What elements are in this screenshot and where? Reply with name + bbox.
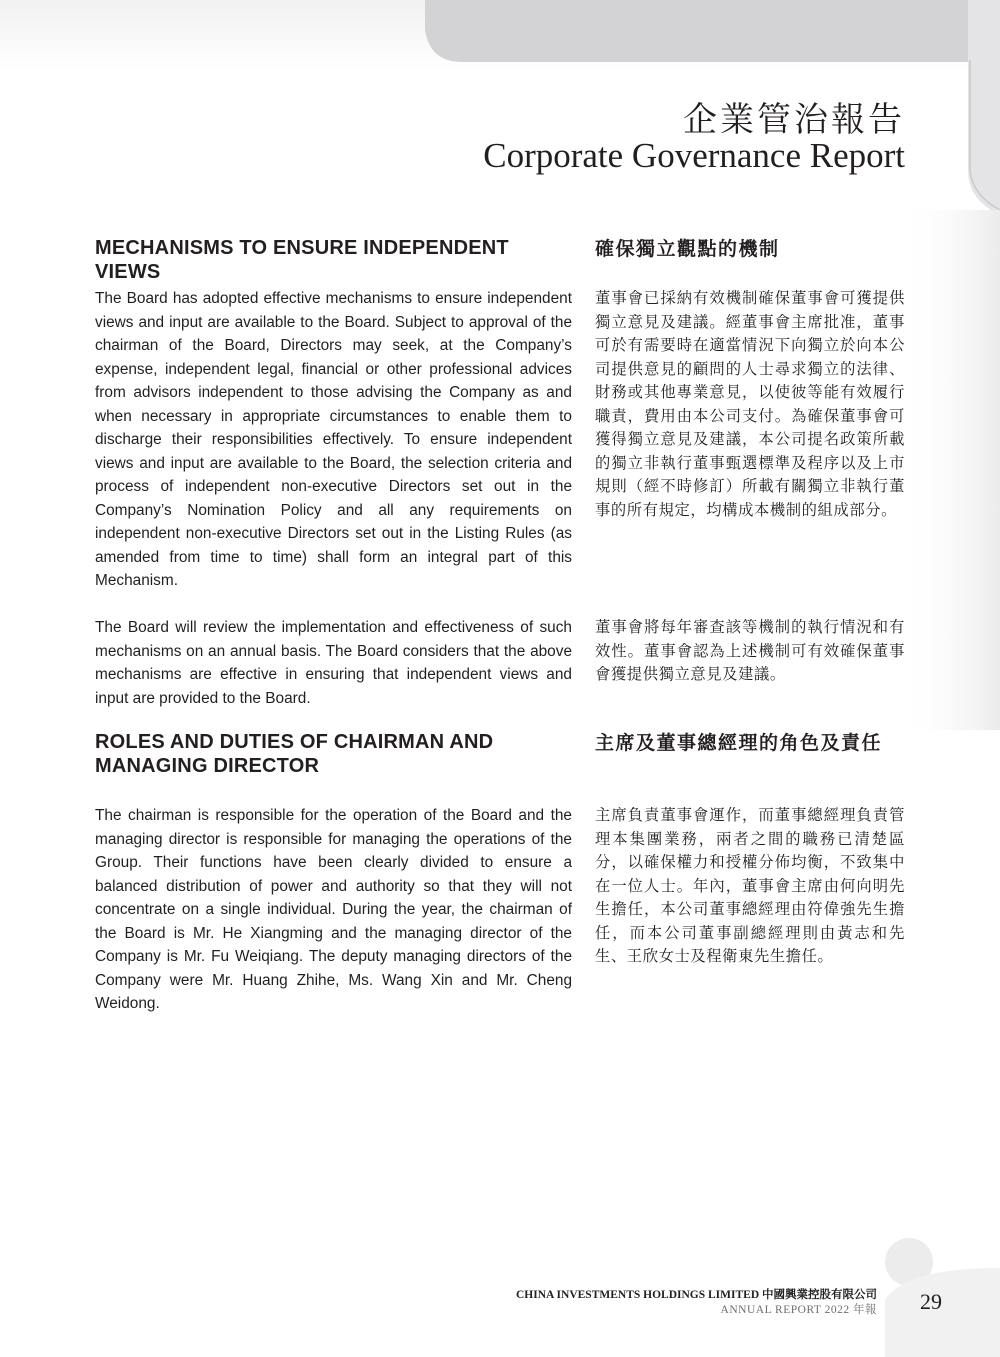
section-heading-mechanisms-zh: 確保獨立觀點的機制 bbox=[595, 238, 780, 260]
section-heading-mechanisms-en: MECHANISMS TO ENSURE INDEPENDENT VIEWS bbox=[95, 237, 509, 283]
page-number: 29 bbox=[920, 1289, 942, 1314]
mechanisms-paragraph-2-zh bbox=[595, 616, 905, 687]
section-heading-roles-zh: 主席及董事總經理的角色及責任 bbox=[595, 732, 883, 754]
roles-paragraph-en bbox=[95, 804, 572, 1016]
right-edge-fade-shape bbox=[900, 210, 1000, 730]
footer-circle-shape bbox=[885, 1238, 1000, 1357]
paragraph-text: 董事會將每年審查該等機制的執行情況和有效性。董事會認為上述機制可有效確保董事會獲提供獨立意見及建議。 bbox=[595, 618, 905, 683]
paragraph-text: 董事會已採納有效機制確保董事會可獲提供獨立意見及建議。經董事會主席批准，董事可於有需要時在適當情況下向獨立於向本公司提供意見的顧問的人士尋求獨立的法律、財務或其他專業意見，以使彼等能有效履行職責，費用由本公司支付。為確保董事會可獲得獨立意見及建議，本公司提名政策所載的獨立非執行董事甄選標準及程序以及上市規則（經不時修訂）所載有關獨立非執行董事的所有規定，均構成本機制的組成部分。 bbox=[595, 289, 905, 519]
mechanisms-paragraph-2-en bbox=[95, 616, 572, 710]
footer-report-label: ANNUAL REPORT 2022 年報 bbox=[720, 1304, 877, 1316]
report-title-chinese: 企業管治報告 bbox=[683, 100, 905, 140]
paragraph-text: 主席負責董事會運作，而董事總經理負責管理本集團業務，兩者之間的職務已清楚區分，以確保權力和授權分佈均衡，不致集中在一位人士。年內，董事會主席由何向明先生擔任，本公司董事總經理由符偉強先生擔任，而本公司董事副總經理則由黃志和先生、王欣女士及程衛東先生擔任。 bbox=[595, 806, 905, 965]
paragraph-text: The Board has adopted effective mechanisms to ensure independent views and input are available to the Board. Subject to approval of the chairman of the Board, Directors may seek, at the Company’s expense, independent legal, financial or other professional advices from advisors independent to those advising the Company as and when necessary in appropriate circumstances to enable them to discharge their responsibilities effectively. To ensure independent views and input are available to the Board, the selection criteria and process of independent non-executive Directors set out in the Company’s Nomination Policy and all any requirements on independent non-executive Directors set out in the Listing Rules (as amended from time to time) shall form an integral part of this Mechanism. bbox=[95, 290, 572, 589]
mechanisms-paragraph-1-zh bbox=[595, 287, 905, 522]
paragraph-text: The chairman is responsible for the operation of the Board and the managing director is responsible for managing the operations of the Group. Their functions have been clearly divided to ensure a balanced distribution of power and authority so that they will not concentrate on a single individual. During the year, the chairman of the Board is Mr. He Xiangming and the managing director of the Company is Mr. Fu Weiqiang. The deputy managing directors of the Company were Mr. Huang Zhihe, Ms. Wang Xin and Mr. Cheng Weidong. bbox=[95, 807, 572, 1012]
section-heading-roles-en: ROLES AND DUTIES OF CHAIRMAN AND MANAGING DIRECTOR bbox=[95, 731, 494, 777]
roles-paragraph-zh bbox=[595, 804, 905, 969]
mechanisms-paragraph-1-en bbox=[95, 287, 572, 593]
footer-company-name: CHINA INVESTMENTS HOLDINGS LIMITED 中國興業控股有限公司 bbox=[515, 1289, 877, 1301]
report-title-english: Corporate Governance Report bbox=[483, 136, 905, 175]
paragraph-text: The Board will review the implementation and effectiveness of such mechanisms on an annual basis. The Board considers that the above mechanisms are effective in ensuring that independent views and input are provided to the Board. bbox=[95, 619, 572, 707]
